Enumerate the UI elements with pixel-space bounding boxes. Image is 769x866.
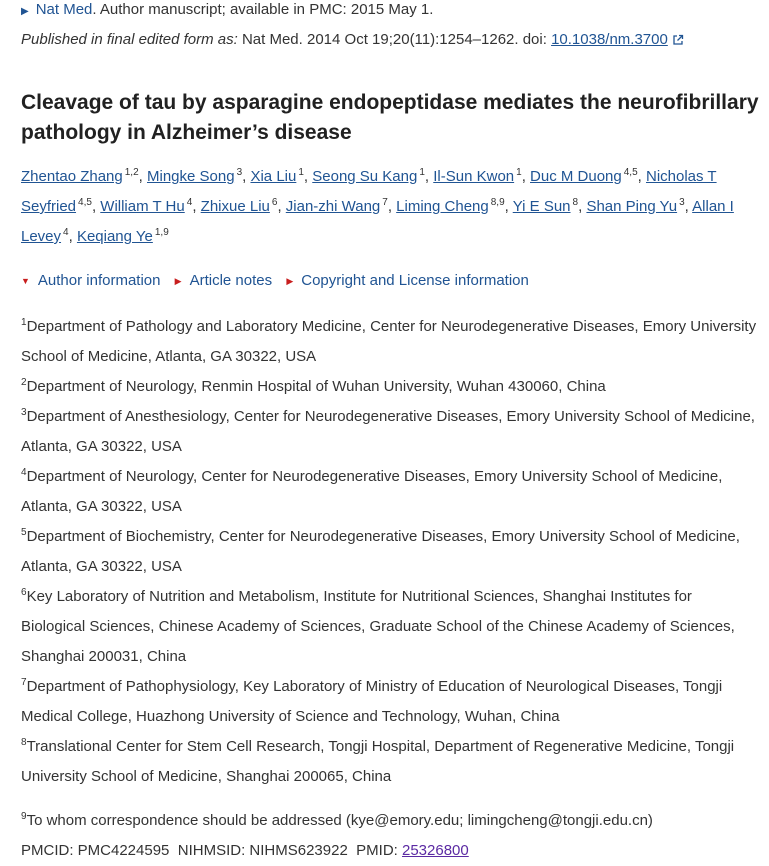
citation-text: Nat Med. 2014 Oct 19;20(11):1254–1262. doi:	[237, 31, 552, 48]
author-item	[513, 198, 578, 215]
author-link[interactable]: William T Hu	[100, 198, 185, 215]
tab-copyright-label: Copyright and License information	[301, 272, 529, 289]
author-affiliation-number: 1	[298, 167, 304, 178]
affiliation-item	[21, 582, 757, 672]
author-affiliation-number: 8	[572, 197, 579, 208]
nihmsid: NIHMSID: NIHMS623922	[177, 842, 348, 859]
article-info-tabs	[21, 270, 759, 291]
affiliation-number: 8	[21, 737, 27, 748]
affiliation-item	[21, 372, 757, 402]
manuscript-status: . Author manuscript; available in PMC: 2015 May 1.	[92, 1, 434, 18]
author-link[interactable]: Seong Su Kang	[312, 168, 418, 185]
author-affiliation-number: 4,5	[78, 197, 92, 208]
triangle-right-icon: ▶	[286, 276, 294, 286]
author-item	[312, 168, 425, 185]
affiliation-number: 5	[21, 527, 27, 538]
affiliation-text: Department of Biochemistry, Center for Neurodegenerative Diseases, Emory University School of Medicine, Atlanta, GA 30322, USA	[21, 528, 740, 575]
affiliation-number: 3	[21, 407, 27, 418]
author-link[interactable]: Allan I Levey	[21, 198, 734, 245]
affiliation-number: 2	[21, 377, 27, 388]
author-link[interactable]: Keqiang Ye	[76, 228, 153, 245]
author-item	[201, 198, 278, 215]
triangle-right-icon: ▶	[174, 276, 182, 286]
published-line	[21, 30, 759, 50]
author-link[interactable]: Zhentao Zhang	[21, 168, 123, 185]
triangle-down-icon: ▼	[21, 276, 30, 286]
author-link[interactable]: Xia Liu	[250, 168, 297, 185]
published-label: Published in final edited form as:	[21, 31, 238, 48]
tab-article-notes-label: Article notes	[189, 272, 273, 289]
affiliation-text: Translational Center for Stem Cell Research, Tongji Hospital, Department of Regenerative Medicine, Tongji University School of Medicine, Shanghai 200065, China	[21, 738, 735, 785]
affiliation-number: 4	[21, 467, 27, 478]
author-affiliation-number: 3	[236, 167, 243, 178]
tab-article-notes[interactable]	[175, 271, 272, 291]
pmcid: PMCID: PMC4224595	[21, 842, 170, 859]
affiliation-number: 7	[21, 677, 27, 688]
affiliation-item	[21, 402, 757, 462]
author-item	[586, 198, 684, 215]
expand-triangle-icon[interactable]: ▶	[21, 6, 29, 17]
affiliation-list	[21, 312, 757, 792]
author-item	[21, 168, 139, 185]
affiliation-text: Department of Neurology, Renmin Hospital of Wuhan University, Wuhan 430060, China	[26, 378, 606, 395]
author-link[interactable]: Shan Ping Yu	[586, 198, 678, 215]
affiliation-item	[21, 522, 757, 582]
journal-line	[21, 0, 759, 22]
author-item	[147, 168, 242, 185]
author-affiliation-number: 1,9	[154, 227, 169, 238]
author-affiliation-number: 6	[271, 197, 278, 208]
affiliation-item	[21, 732, 757, 792]
author-item	[77, 228, 169, 245]
author-link[interactable]: Yi E Sun	[512, 198, 571, 215]
author-link[interactable]: Il-Sun Kwon	[433, 168, 515, 185]
author-link[interactable]: Nicholas T Seyfried	[21, 168, 717, 215]
tab-author-information[interactable]	[21, 271, 161, 291]
author-link[interactable]: Zhixue Liu	[200, 198, 270, 215]
affiliation-text: Department of Pathology and Laboratory Medicine, Center for Neurodegenerative Diseases, Emory University School of Medicine, Atlanta, GA 30322, USA	[21, 318, 757, 365]
correspondence-number: 9	[21, 811, 27, 822]
author-list: Zhentao Zhang $^{1,2}$, Mingke Song $^3$, Xia Liu $^1$, Seong Su Kang $^1$, Il-Sun Kwon $^1$, Duc M Duong $^{4,5}$, Nicholas T Seyfried $^{4,5}$, William T Hu $^4$, Zhixue Liu $^6$, Jian-zhi Wang $^7$, Liming Cheng $^{8,9}$, Yi E Sun $^8$, Shan Ping Yu $^3$, Allan I Levey $^4$, Keqiang Ye $^{1,9}$	[21, 167, 734, 245]
article-title: Cleavage of tau by asparagine endopeptidase mediates the neurofibrillary pathology in Alzheimer’s disease	[21, 91, 759, 144]
journal-link[interactable]: Nat Med	[35, 1, 93, 18]
affiliation-text: Department of Neurology, Center for Neurodegenerative Diseases, Emory University School of Medicine, Atlanta, GA 30322, USA	[21, 468, 723, 515]
author-item	[286, 198, 388, 215]
tab-author-information-label: Author information	[37, 272, 161, 289]
author-affiliation-number: 4,5	[623, 167, 638, 178]
author-item	[100, 198, 192, 215]
author-affiliation-number: 8,9	[490, 197, 505, 208]
author-link[interactable]: Mingke Song	[147, 168, 235, 185]
pmid-link[interactable]: 25326800	[402, 842, 469, 859]
affiliation-text: Department of Anesthesiology, Center for Neurodegenerative Diseases, Emory University School of Medicine, Atlanta, GA 30322, USA	[21, 408, 755, 455]
author-item	[396, 198, 504, 215]
author-affiliation-number: 4	[63, 227, 69, 238]
author-link[interactable]: Jian-zhi Wang	[285, 198, 381, 215]
author-item	[530, 168, 638, 185]
author-item	[433, 168, 521, 185]
affiliation-number: 6	[21, 587, 27, 598]
author-affiliation-number: 4	[186, 197, 193, 208]
affiliation-item	[21, 462, 757, 522]
affiliation-number: 1	[21, 317, 27, 328]
author-affiliation-number: 3	[679, 197, 685, 208]
affiliation-item	[21, 672, 757, 732]
affiliation-text: Key Laboratory of Nutrition and Metabolism, Institute for Nutritional Sciences, Shanghai Institutes for Biological Sciences, Chinese Academy of Sciences, Graduate School of the Chinese Academy of Sciences, Shanghai 200031, China	[21, 588, 735, 665]
doi-link[interactable]: 10.1038/nm.3700	[551, 31, 668, 48]
external-link-icon	[672, 34, 684, 46]
affiliation-text: Department of Pathophysiology, Key Laboratory of Ministry of Education of Neurological Diseases, Tongji Medical College, Huazhong University of Science and Technology, Wuhan, China	[21, 678, 723, 725]
author-link[interactable]: Liming Cheng	[396, 198, 489, 215]
author-affiliation-number: 1,2	[124, 167, 139, 178]
tab-copyright[interactable]	[286, 271, 529, 291]
author-link[interactable]: Duc M Duong	[530, 168, 622, 185]
correspondence-note	[21, 806, 757, 836]
author-affiliation-number: 1	[419, 167, 425, 178]
correspondence-text: To whom correspondence should be addressed (kye@emory.edu; limingcheng@tongji.edu.cn)	[26, 812, 653, 829]
author-affiliation-number: 7	[382, 197, 388, 208]
author-affiliation-number: 1	[516, 167, 522, 178]
article-identifiers	[21, 840, 757, 862]
affiliation-item	[21, 312, 757, 372]
pmid-label: PMID:	[356, 842, 402, 859]
author-item	[250, 168, 303, 185]
